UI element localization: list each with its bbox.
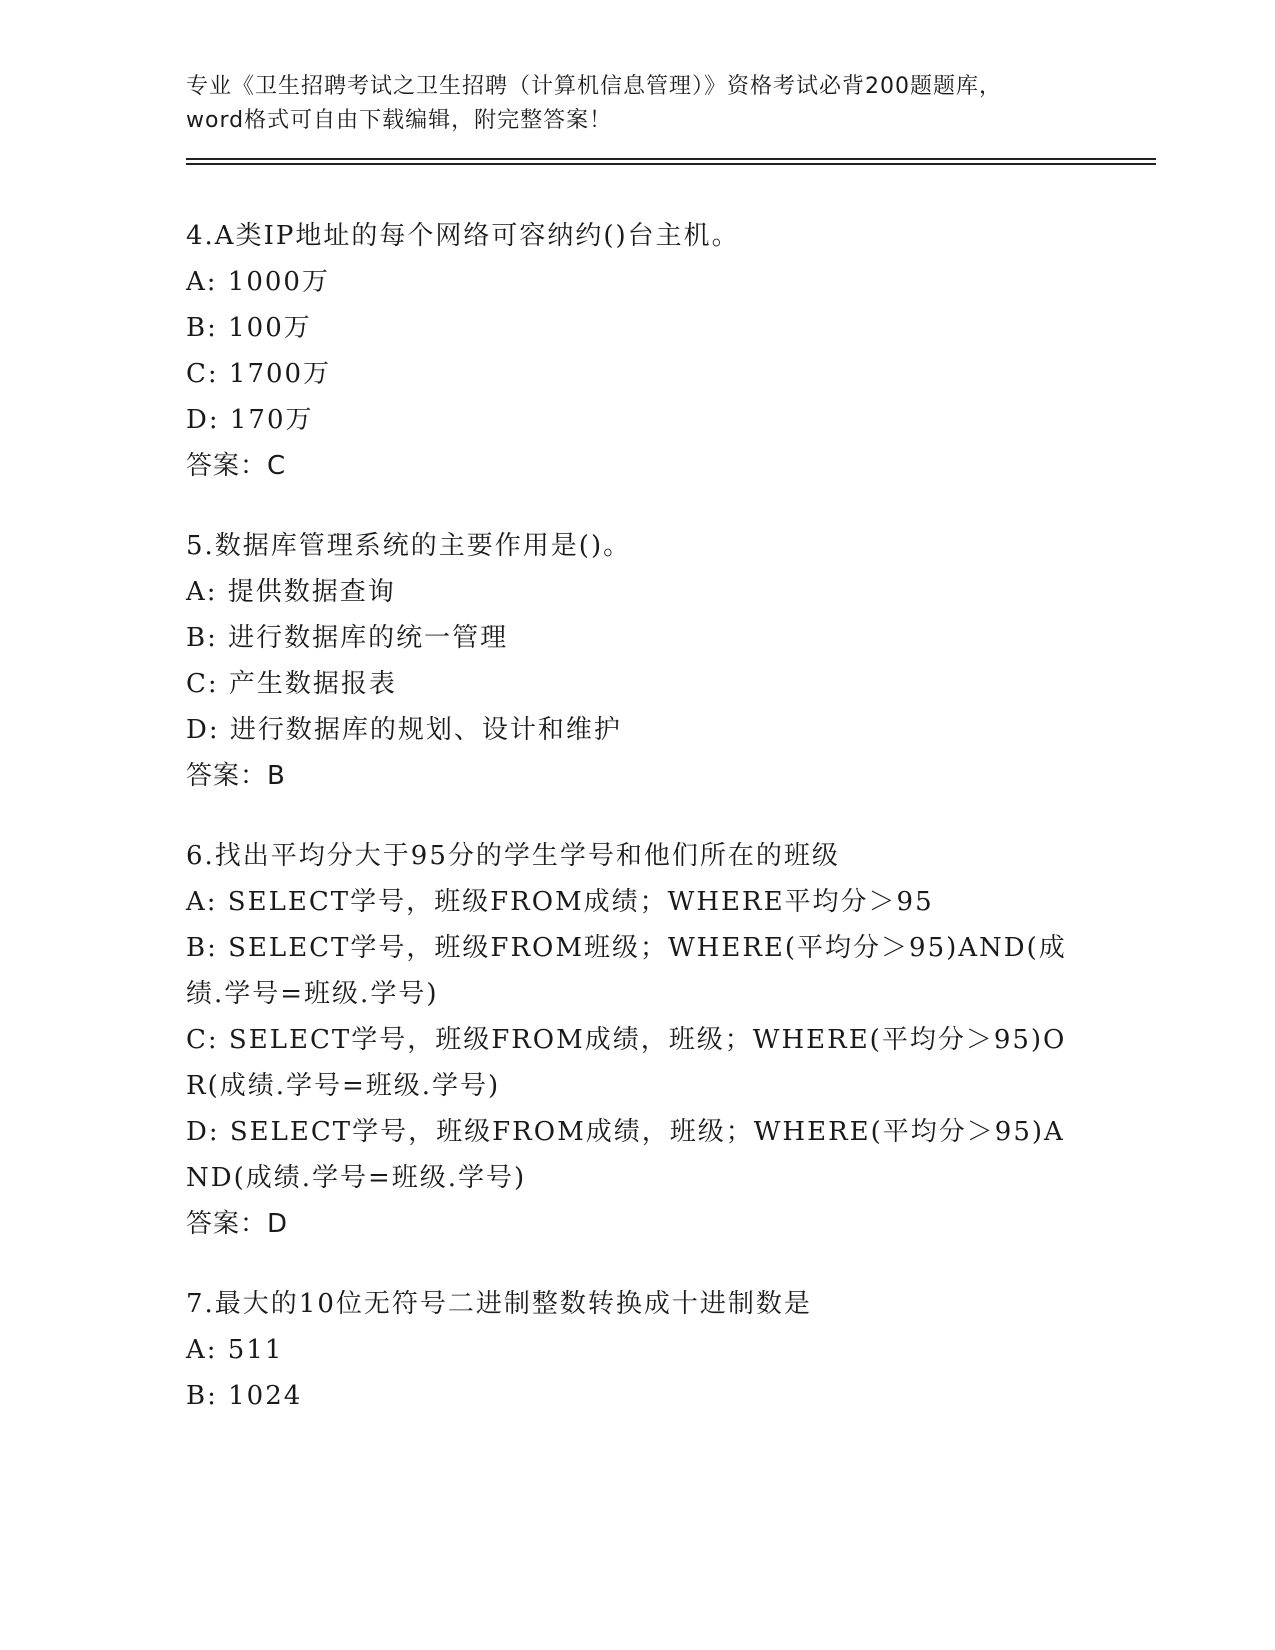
- option-b: B: 进行数据库的统一管理: [186, 623, 509, 653]
- question-stem: 4.A类IP地址的每个网络可容纳约()台主机。: [186, 221, 740, 251]
- option-c: C: SELECT学号，班级FROM成绩，班级；WHERE(平均分＞95)OR(成绩.学号=班级.学号): [186, 1025, 1067, 1101]
- option-c: C: 产生数据报表: [186, 669, 397, 699]
- option-a: A: 提供数据查询: [186, 577, 396, 607]
- option-c: C: 1700万: [186, 359, 332, 389]
- question-6: [186, 833, 1146, 1247]
- document-page: [186, 70, 1146, 1419]
- question-stem: 6.找出平均分大于95分的学生学号和他们所在的班级: [186, 841, 840, 871]
- option-d: D: 进行数据库的规划、设计和维护: [186, 715, 622, 745]
- option-d: D: 170万: [186, 405, 314, 435]
- option-a: A: 1000万: [186, 267, 330, 297]
- document-title-line-2: word格式可自由下载编辑，附完整答案！: [186, 108, 613, 133]
- question-4: [186, 213, 1146, 489]
- question-7: [186, 1281, 1146, 1419]
- question-stem: 5.数据库管理系统的主要作用是()。: [186, 531, 632, 561]
- document-title-line-1: 专业《卫生招聘考试之卫生招聘（计算机信息管理）》资格考试必背200题题库，: [186, 74, 1002, 99]
- question-stem: 7.最大的10位无符号二进制整数转换成十进制数是: [186, 1289, 812, 1319]
- option-b: B: 100万: [186, 313, 312, 343]
- option-b: B: SELECT学号，班级FROM班级；WHERE(平均分＞95)AND(成绩.学号=班级.学号): [186, 933, 1067, 1009]
- double-divider: [186, 158, 1156, 165]
- option-a: A: 511: [186, 1335, 284, 1365]
- answer-line: 答案：B: [186, 761, 286, 791]
- option-a: A: SELECT学号，班级FROM成绩；WHERE平均分＞95: [186, 887, 934, 917]
- question-5: [186, 523, 1146, 799]
- option-b: B: 1024: [186, 1381, 303, 1411]
- option-d: D: SELECT学号，班级FROM成绩，班级；WHERE(平均分＞95)AND(成绩.学号=班级.学号): [186, 1117, 1065, 1193]
- answer-line: 答案：D: [186, 1209, 289, 1239]
- answer-line: 答案：C: [186, 451, 287, 481]
